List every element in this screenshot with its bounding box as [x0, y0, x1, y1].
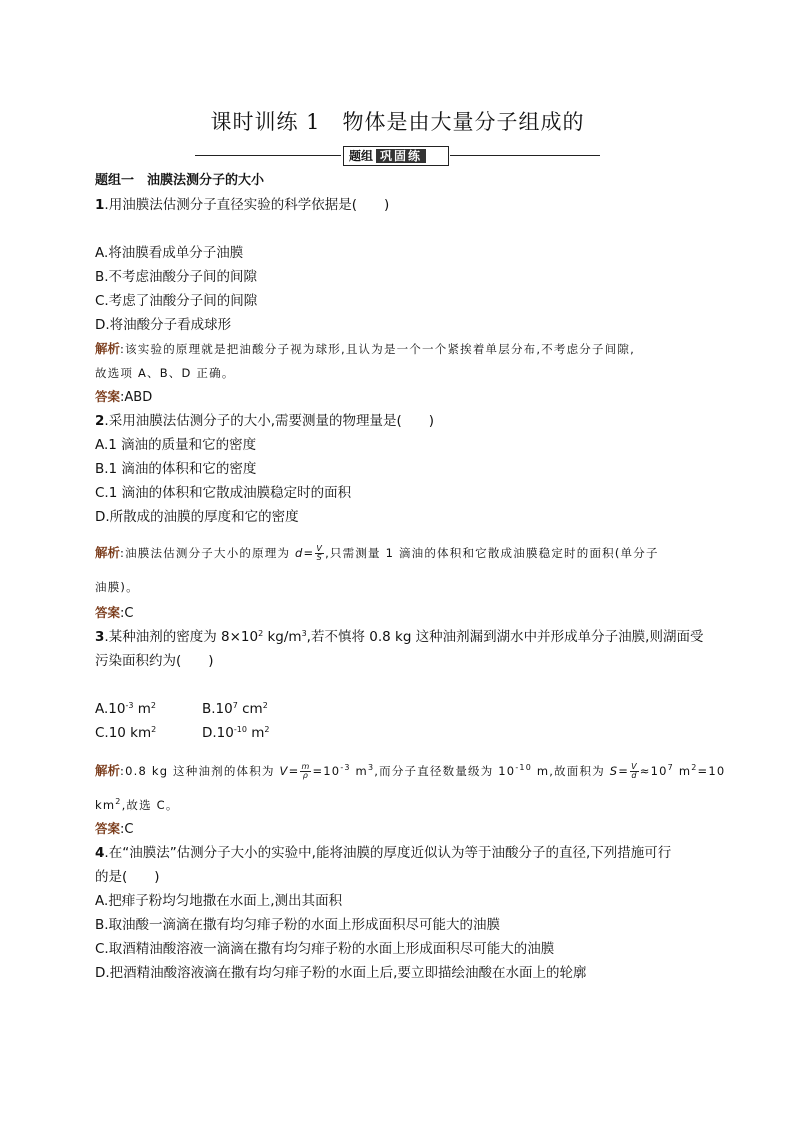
formula-eq: = [303, 546, 315, 560]
question-text: .某种油剂的密度为 8×10 [104, 629, 259, 645]
superscript: 2 [264, 725, 270, 734]
q3-answer [95, 820, 133, 839]
q2-option-d: D.所散成的油膜的厚度和它的密度 [95, 509, 299, 525]
q4-option-d: D.把酒精油酸溶液滴在撒有均匀痱子粉的水面上后,要立即描绘油酸在水面上的轮廓 [95, 965, 587, 981]
q2-answer [95, 604, 133, 623]
formula-fraction [630, 763, 639, 780]
banner-rule-right [450, 155, 600, 156]
superscript: 7 [667, 763, 674, 772]
formula-fraction [300, 763, 311, 780]
answer-text: :ABD [120, 390, 153, 405]
question-4 [95, 844, 671, 862]
analysis-text: m,故面积为 [531, 764, 610, 778]
q3-analysis-cont [95, 796, 179, 814]
question-text: .采用油膜法估测分子的大小,需要测量的物理量是( ) [104, 413, 435, 429]
section-banner [195, 146, 600, 166]
analysis-label: 解析 [95, 341, 121, 356]
superscript: -10 [515, 763, 532, 772]
question-text-cont: ,若不慎将 0.8 kg 这种油剂漏到湖水中并形成单分子油膜,则湖面受 [306, 629, 704, 645]
analysis-text: m [673, 764, 692, 778]
superscript: 2 [691, 763, 698, 772]
formula-fraction [315, 545, 324, 562]
question-3 [95, 628, 703, 646]
q3-options-row-2 [95, 724, 270, 742]
q4-option-c: C.取酒精油酸溶液一滴滴在撒有均匀痱子粉的水面上形成面积尽可能大的油膜 [95, 941, 555, 957]
superscript: 2 [258, 629, 264, 638]
superscript: 7 [232, 701, 238, 710]
formula-var: V [279, 764, 289, 778]
q1-option-d: D.将油酸分子看成球形 [95, 317, 232, 333]
answer-text: :C [120, 822, 134, 837]
banner-left-text: 题组 [349, 149, 374, 163]
superscript: 3 [301, 629, 307, 638]
analysis-text: =10 [697, 764, 726, 778]
q3-option-b [202, 701, 268, 717]
analysis-text: ,而分子直径数量级为 10 [374, 764, 516, 778]
analysis-label: 解析 [95, 545, 121, 560]
answer-label: 答案 [95, 605, 121, 620]
analysis-label: 解析 [95, 763, 121, 778]
analysis-text: km [95, 798, 116, 812]
q1-option-b: B.不考虑油酸分子间的间隙 [95, 269, 258, 285]
unit-text: cm [237, 701, 263, 717]
page-title: 课时训练 1 物体是由大量分子组成的 [210, 110, 585, 134]
question-text: .用油膜法估测分子直径实验的科学依据是( ) [104, 197, 390, 213]
formula-eq: = [618, 764, 630, 778]
banner-rule-left [195, 155, 341, 156]
superscript: -3 [125, 701, 134, 710]
q2-option-a: A.1 滴油的质量和它的密度 [95, 437, 257, 453]
superscript: -3 [340, 763, 351, 772]
banner-right-text: 巩固练 [376, 149, 426, 163]
q3-option-c [95, 724, 202, 742]
analysis-text: =10 [312, 764, 341, 778]
opt-text: C.10 km [95, 725, 152, 741]
q2-option-c: C.1 滴油的体积和它散成油膜稳定时的面积 [95, 485, 352, 501]
section-heading: 题组一 油膜法测分子的大小 [95, 173, 265, 188]
superscript: -10 [233, 725, 247, 734]
fraction-numerator: V [631, 762, 638, 771]
q1-option-c: C.考虑了油酸分子间的间隙 [95, 293, 258, 309]
q1-analysis-cont: 故选项 A、B、D 正确。 [95, 366, 235, 380]
answer-label: 答案 [95, 389, 121, 404]
fraction-numerator: m [301, 762, 311, 771]
fraction-numerator: V [316, 544, 324, 553]
question-number: 2 [95, 413, 105, 429]
q3-options-row-1 [95, 700, 268, 718]
question-number: 3 [95, 629, 105, 645]
unit-text: m [246, 725, 265, 741]
answer-text: :C [120, 606, 134, 621]
q4-option-b: B.取油酸一滴滴在撒有均匀痱子粉的水面上形成面积尽可能大的油膜 [95, 917, 501, 933]
superscript: 2 [115, 797, 122, 806]
analysis-text: ,故选 C。 [121, 798, 179, 812]
q1-analysis [95, 340, 635, 358]
q3-analysis [95, 762, 725, 780]
analysis-text: m [350, 764, 368, 778]
question-1 [95, 196, 389, 214]
analysis-text: ≈10 [639, 764, 668, 778]
question-text: .在“油膜法”估测分子大小的实验中,能将油膜的厚度近似认为等于油酸分子的直径,下列措施可行 [104, 845, 672, 861]
q4-option-a: A.把痱子粉均匀地撒在水面上,测出其面积 [95, 893, 343, 909]
q3-option-a [95, 700, 202, 718]
formula-var: d [295, 546, 304, 560]
opt-text: D.10 [202, 725, 234, 741]
formula-eq: = [288, 764, 300, 778]
answer-label: 答案 [95, 821, 121, 836]
fraction-denominator: d [631, 771, 638, 780]
q2-analysis [95, 544, 659, 562]
opt-text: B.10 [202, 701, 233, 717]
q3-option-d [202, 725, 270, 741]
unit-text: m [133, 701, 151, 717]
banner-box [343, 146, 449, 166]
superscript: 2 [262, 701, 268, 710]
analysis-text: :该实验的原理就是把油酸分子视为球形,且认为是一个一个紧挨着单层分布,不考虑分子间隙, [120, 342, 635, 356]
analysis-text-cont: ,只需测量 1 滴油的体积和它散成油膜稳定时的面积(单分子 [325, 546, 659, 560]
question-2 [95, 412, 434, 430]
superscript: 2 [150, 701, 156, 710]
fraction-denominator: ρ [302, 771, 310, 780]
unit-text: kg/m [263, 629, 302, 645]
opt-text: A.10 [95, 701, 126, 717]
q2-option-b: B.1 滴油的体积和它的密度 [95, 461, 257, 477]
q2-analysis-cont: 油膜)。 [95, 580, 139, 594]
fraction-denominator: S [316, 553, 323, 562]
q1-option-a: A.将油膜看成单分子油膜 [95, 245, 244, 261]
question-number: 4 [95, 845, 105, 861]
question-number: 1 [95, 197, 105, 213]
superscript: 3 [367, 763, 375, 772]
analysis-text: :0.8 kg 这种油剂的体积为 [120, 764, 280, 778]
question-3-cont: 污染面积约为( ) [95, 653, 214, 669]
superscript: 2 [151, 725, 157, 734]
formula-var: S [609, 764, 619, 778]
question-4-cont: 的是( ) [95, 869, 160, 885]
q1-answer [95, 388, 152, 407]
analysis-text: :油膜法估测分子大小的原理为 [120, 546, 296, 560]
